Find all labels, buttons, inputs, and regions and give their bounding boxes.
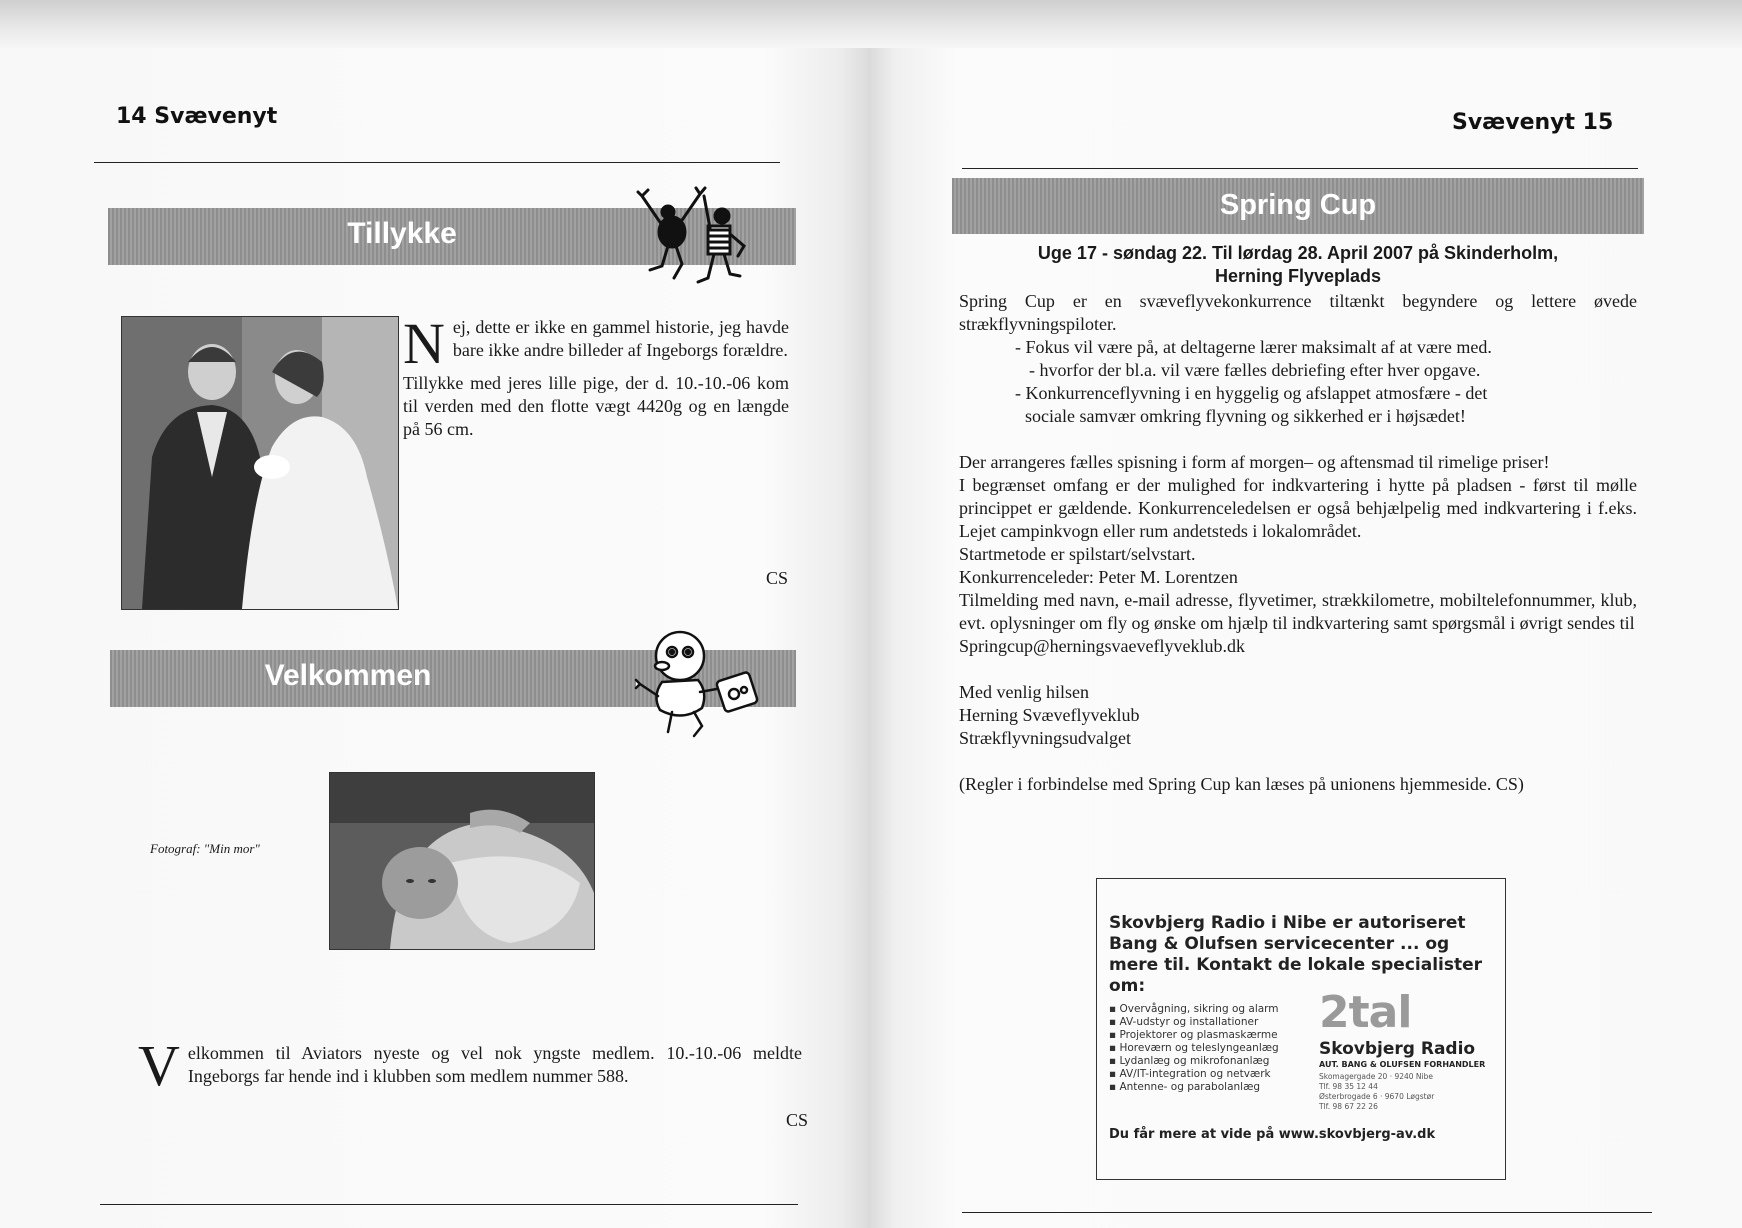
address-line: Tlf. 98 35 12 44 <box>1319 1082 1378 1091</box>
page-header-right: Svævenyt 15 <box>1452 110 1614 135</box>
tilmelding-paragraph: Tilmelding med navn, e-mail adresse, flyvetimer, strækkilometre, mobiltelefonnummer, klub, evt. oplysninger om fly og ønske om hjælp til indkvartering samt spørgsmål i øvrigt sendes til <box>959 590 1637 633</box>
page-header-left: 14 Svævenyt <box>116 104 278 129</box>
bullet-item: - hvorfor der bl.a. vil være fælles debriefing efter hver opgave. <box>1029 360 1481 380</box>
footer-rule-left <box>100 1204 798 1205</box>
spring-cup-subtitle <box>952 242 1644 288</box>
tillykke-title: Tillykke <box>347 217 457 250</box>
service-item: ▪ AV-udstyr og installationer <box>1109 1016 1259 1028</box>
tillykke-paragraph-1: ej, dette er ikke en gammel historie, jeg havde bare ikke andre billeder af Ingeborgs forældre. <box>452 317 789 360</box>
ad-services-list <box>1109 1003 1309 1094</box>
address-line: Østerbrogade 6 · 9670 Løgstør <box>1319 1092 1435 1101</box>
service-item: ▪ Lydanlæg og mikrofonanlæg <box>1109 1055 1270 1067</box>
service-item: ▪ AV/IT-integration og netværk <box>1109 1068 1271 1080</box>
spring-cup-title: Spring Cup <box>1219 189 1377 221</box>
velkommen-text <box>138 1033 802 1098</box>
greeting: Med venlig hilsen <box>959 682 1089 702</box>
konkurrenceleder-paragraph: Konkurrenceleder: Peter M. Lorentzen <box>959 567 1238 587</box>
tillykke-paragraph-2: Tillykke med jeres lille pige, der d. 10.-10.-06 kom til verden med den flotte vægt 4420g og en længde på 56 cm. <box>403 373 789 439</box>
intro-paragraph: Spring Cup er en svæveflyvekonkurrence tiltænkt begyndere og lettere øvede strækflyvningspiloter. <box>959 291 1637 334</box>
header-rule-right <box>962 168 1638 169</box>
email-link[interactable]: Springcup@herningsvaeveflyveklub.dk <box>959 636 1246 656</box>
service-item: ▪ Horeværn og teleslyngeanlæg <box>1109 1042 1279 1054</box>
skovbjerg-radio-ad <box>1096 878 1506 1180</box>
subtitle-line-2: Herning Flyveplads <box>1214 266 1382 286</box>
tillykke-text <box>403 311 789 441</box>
baby-illustration <box>632 626 772 746</box>
velkommen-paragraph: elkommen til Aviators nyeste og vel nok yngste medlem. 10.-10.-06 meldte Ingeborgs far hende ind i klubben som medlem nummer 588. <box>187 1043 802 1086</box>
spring-cup-body <box>959 290 1637 796</box>
left-page <box>0 48 868 1228</box>
address-line: Tlf. 98 67 22 26 <box>1319 1102 1378 1111</box>
tillykke-signature: CS <box>766 568 789 588</box>
bullet-item: - Fokus vil være på, at deltagerne lærer maksimalt af at være med. <box>1015 337 1492 357</box>
header-rule <box>94 162 780 163</box>
dancing-figures-illustration <box>630 186 760 296</box>
dropcap-v: V <box>138 1033 180 1098</box>
bullet-item: - Konkurrenceflyvning i en hyggelig og afslappet atmosfære - det <box>1015 383 1488 403</box>
spisning-paragraph: Der arrangeres fælles spisning i form af morgen– og aftensmad til rimelige priser! <box>959 452 1550 472</box>
footer-rule-right <box>962 1212 1652 1213</box>
dropcap-n: N <box>403 311 445 376</box>
right-page <box>868 48 1742 1228</box>
ad-address <box>1319 1072 1434 1112</box>
committee-name: Strækflyvningsudvalget <box>959 728 1131 748</box>
velkommen-signature: CS <box>786 1110 809 1130</box>
ad-company-name: Skovbjerg Radio <box>1319 1039 1476 1059</box>
baby-photo <box>329 772 595 950</box>
bullet-list <box>959 336 1637 428</box>
address-line: Skomagergade 20 · 9240 Nibe <box>1319 1072 1434 1081</box>
service-item: ▪ Projektorer og plasmaskærme <box>1109 1029 1278 1041</box>
club-name: Herning Svæveflyveklub <box>959 705 1140 725</box>
indkvartering-paragraph: I begrænset omfang er der mulighed for indkvartering i hytte på pladsen - først til mølle princippet er gældende. Konkurrenceledelsen er også behjælpelig med indkvartering i f.eks. Lejet campinkvogn eller rum andetsteds i lokalområdet. <box>959 475 1637 541</box>
wedding-couple-image <box>122 317 398 609</box>
ad-footer-link[interactable]: Du får mere at vide på www.skovbjerg-av.dk <box>1109 1127 1436 1142</box>
velkommen-title: Velkommen <box>264 659 432 692</box>
bullet-item: sociale samvær omkring flyvning og sikkerhed er i højsædet! <box>1025 406 1466 426</box>
startmetode-paragraph: Startmetode er spilstart/selvstart. <box>959 544 1196 564</box>
2tal-logo: 2tal <box>1319 987 1412 1038</box>
subtitle-line-1: Uge 17 - søndag 22. Til lørdag 28. April 2007 på Skinderholm, <box>1037 243 1559 263</box>
wedding-photo <box>121 316 399 610</box>
ad-headline: Skovbjerg Radio i Nibe er autoriseret Bang & Olufsen servicecenter ... og mere til. Kontakt de lokale specialister om: <box>1109 913 1483 996</box>
service-item: ▪ Overvågning, sikring og alarm <box>1109 1003 1279 1015</box>
service-item: ▪ Antenne- og parabolanlæg <box>1109 1081 1261 1093</box>
photo-caption: Fotograf: "Min mor" <box>150 841 260 856</box>
rules-note: (Regler i forbindelse med Spring Cup kan læses på unionens hjemmeside. CS) <box>959 774 1524 794</box>
spring-cup-banner <box>952 178 1644 234</box>
ad-dealer-line: AUT. BANG & OLUFSEN FORHANDLER <box>1319 1060 1486 1069</box>
sleeping-baby-image <box>330 773 594 949</box>
scanner-shadow <box>0 0 1742 48</box>
